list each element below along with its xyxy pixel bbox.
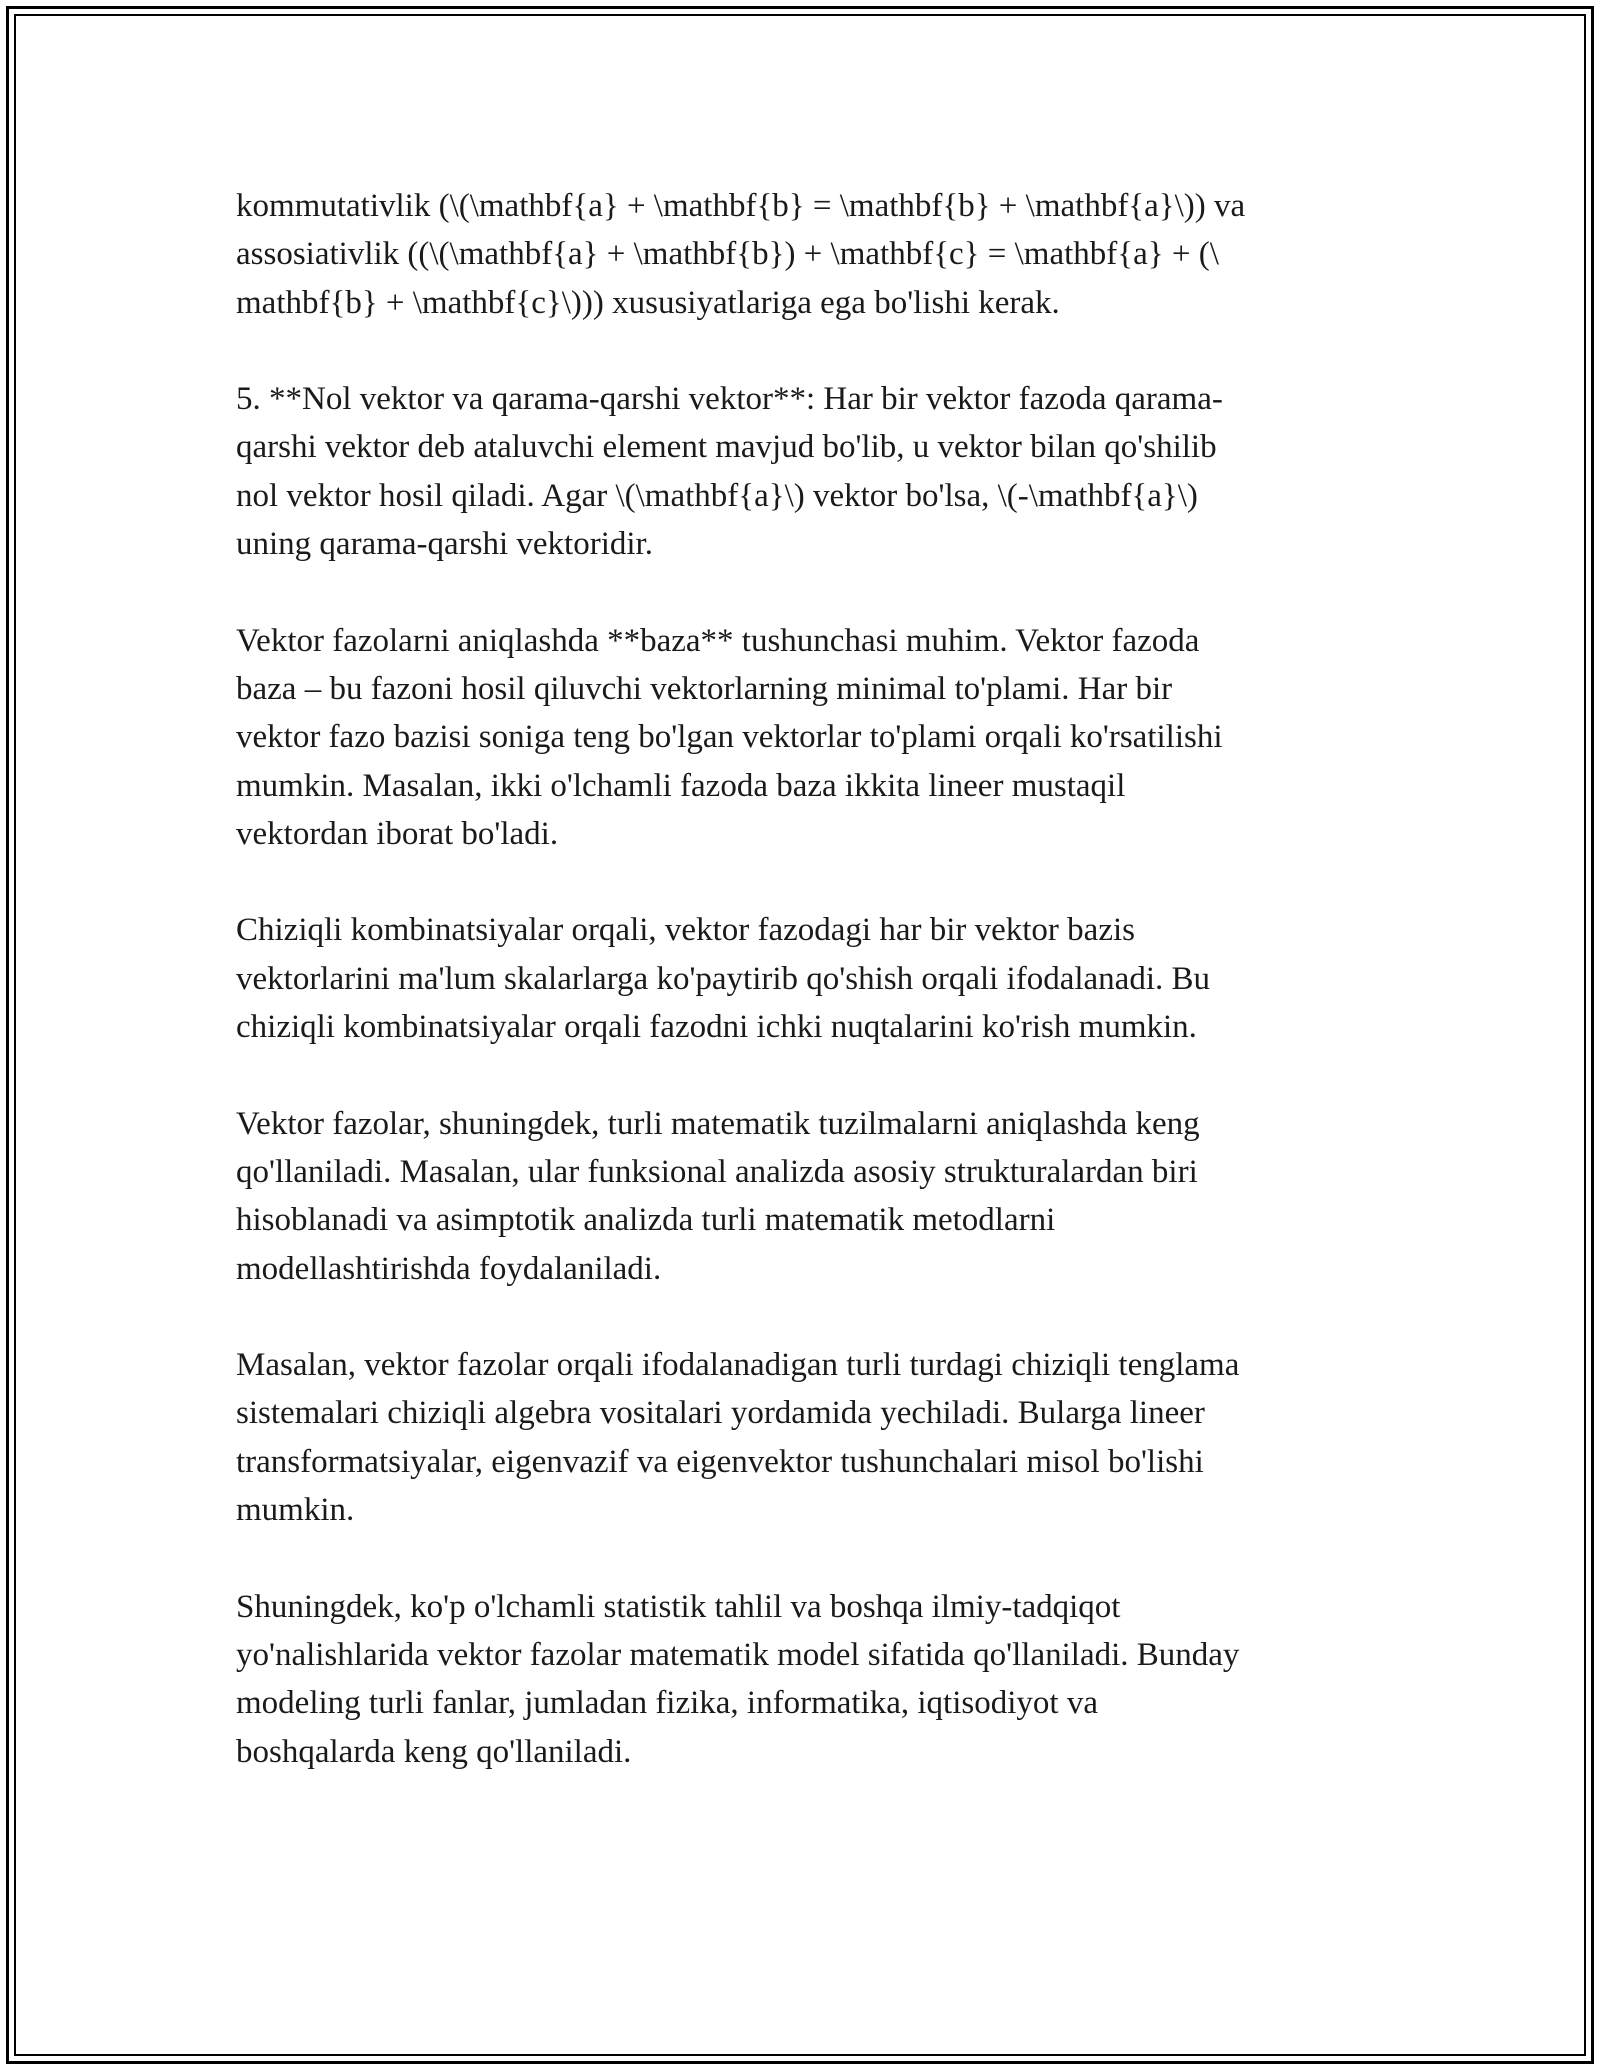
paragraph-basis: Vektor fazolarni aniqlashda **baza** tushunchasi muhim. Vektor fazoda baza – bu fazoni hosil qiluvchi vektorlarning minimal to'plami. Har bir vektor fazo bazisi soniga teng bo'lgan vektorlar to'plami orqali ko'rsatilishi mumkin. Masalan, ikki o'lchamli fazoda baza ikkita lineer mustaqil vektordan iborat bo'ladi. <box>236 622 1223 852</box>
paragraph-properties: kommutativlik (\(\mathbf{a} + \mathbf{b} = \mathbf{b} + \mathbf{a}\)) va assosiativlik ((\(\mathbf{a} + \mathbf{b}) + \mathbf{c} = \mathbf{a} + (\ mathbf{b} + \mathbf{c}\))) xususiyatlariga ega bo'lishi kerak. <box>236 188 1246 321</box>
paragraph-statistics: Shuningdek, ko'p o'lchamli statistik tahlil va boshqa ilmiy-tadqiqot yo'nalishlarida vektor fazolar matematik model sifatida qo'llaniladi. Bunday modeling turli fanlar, jumladan fizika, informatika, iqtisodiyot va boshqalarda keng qo'llaniladi. <box>236 1588 1240 1770</box>
paragraph-applications: Vektor fazolar, shuningdek, turli matematik tuzilmalarni aniqlashda keng qo'llaniladi. Masalan, ular funksional analizda asosiy strukturalardan biri hisoblanadi va asimptotik analizda turli matematik metodlarni modellashtirishda foydalaniladi. <box>236 1105 1200 1287</box>
paragraph-zero-vector: 5. **Nol vektor va qarama-qarshi vektor**: Har bir vektor fazoda qarama- qarshi vektor deb ataluvchi element mavjud bo'lib, u vektor bilan qo'shilib nol vektor hosil qiladi. Agar \(\mathbf{a}\) vektor bo'lsa, \(-\mathbf{a}\) uning qarama-qarshi vektoridir. <box>236 381 1223 563</box>
paragraph-linear-combinations: Chiziqli kombinatsiyalar orqali, vektor fazodagi har bir vektor bazis vektorlarini ma'lum skalarlarga ko'paytirib qo'shish orqali ifodalanadi. Bu chiziqli kombinatsiyalar orqali fazodni ichki nuqtalarini ko'rish mumkin. <box>236 912 1210 1046</box>
document-body <box>236 182 1366 1824</box>
paragraph-linear-systems: Masalan, vektor fazolar orqali ifodalanadigan turli turdagi chiziqli tenglama sistemalari chiziqli algebra vositalari yordamida yechiladi. Bularga lineer transformatsiyalar, eigenvazif va eigenvektor tushunchalari misol bo'lishi mumkin. <box>236 1347 1240 1529</box>
